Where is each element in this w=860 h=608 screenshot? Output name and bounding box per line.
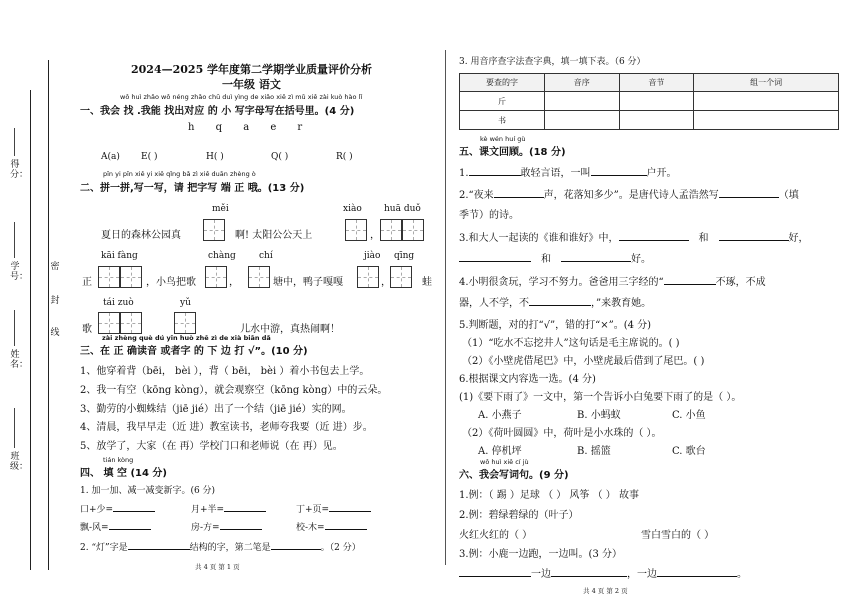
q6-line2-a: 火红火红的（ ） xyxy=(459,530,533,541)
q5-line6: 6.根据课文内容选一选。(4 分) xyxy=(459,374,596,385)
q2-box-tai[interactable] xyxy=(98,312,120,334)
q2-pinyin: pīn yi pīn xiě yi xiě qǐng bǎ zì xiě duān zhèng ò xyxy=(103,170,256,178)
field-name-line xyxy=(14,310,15,346)
q5-line6-2-opt-a: A. 停机坪 xyxy=(478,446,522,457)
q5-line6-2-opt-c: C. 歌台 xyxy=(672,446,706,457)
q4-row2-b: 房-方= xyxy=(191,520,262,533)
lookup-header-word: 组一个词 xyxy=(694,74,839,92)
lookup-header-initial: 音序 xyxy=(545,74,620,92)
q4-row1-b: 月+半= xyxy=(191,502,266,515)
q2-line3-a: 歌 xyxy=(82,324,92,335)
q2-py-jiao: jiào xyxy=(364,251,381,261)
q6-pinyin: wǒ huì xiě cí jù xyxy=(480,458,529,466)
q3-item-1: 1、他穿着背（bēi， bèi ），背（ bēi， bèi ）着小书包去上学。 xyxy=(80,366,370,377)
field-student-id-line xyxy=(14,222,15,258)
binding-mi: 密 xyxy=(50,262,60,272)
q2-line2-a: 正 xyxy=(82,277,92,288)
q2-line2-b: ，小鸟把歌 xyxy=(146,277,196,288)
q4-row1-a: 口+少= xyxy=(80,502,155,515)
lookup-table xyxy=(459,73,839,130)
field-name: 姓名： xyxy=(10,350,29,370)
q3-item-4: 4、清晨，我早早走（近 进）教室读书，老师夸我要（近 进）步。 xyxy=(80,422,373,433)
q6-line1: 1.例：（ 踢 ）足球 （ ） 风筝 （ ） 故事 xyxy=(459,490,639,501)
q2-py-qing: qīng xyxy=(394,251,415,261)
q1-letters: h q a e r xyxy=(188,122,303,133)
q3-title: 三、在 正 确读音 或者字 的 下 边 打 √”。(10 分) xyxy=(80,346,308,357)
q2-py-kaifang: kāi fàng xyxy=(101,251,138,261)
lookup-cell[interactable] xyxy=(545,111,620,130)
q4-pinyin: tián kòng xyxy=(103,456,134,464)
q2-line2-e: ， xyxy=(381,277,391,288)
q2-box-zuo[interactable] xyxy=(120,312,142,334)
q2-line2-d: 塘中，鸭子嘎嘎 xyxy=(273,277,343,288)
margin-line-left xyxy=(30,90,31,570)
q5-line5-2: （2）《小壁虎借尾巴》中，小壁虎最后借到了尾巴。( ) xyxy=(462,356,705,367)
q2-box-kai[interactable] xyxy=(98,266,120,288)
q4-row1-c: 丁+页= xyxy=(296,502,371,515)
q6-line2-b: 雪白雪白的（ ） xyxy=(641,530,715,541)
q5-line2: 2.“夜来 声，花落知多少”。是唐代诗人孟浩然写 （填 xyxy=(459,190,799,201)
footer-right: 共 4 页 第 2 页 xyxy=(583,587,628,595)
q2-box-jiao[interactable] xyxy=(357,266,379,288)
q5-line4-cont: 器，人不学，不 ，”来教育她。 xyxy=(459,298,652,309)
q2-py-xiao: xiào xyxy=(343,204,362,214)
q6-line2: 2.例：碧绿碧绿的（叶子） xyxy=(459,510,579,521)
q2-py-taizuo: tái zuò xyxy=(103,298,134,308)
q3-item-3: 3、勤劳的小蜘蛛结（jiē jié）出了一个结（jiē jié）实的网。 xyxy=(80,404,352,415)
q4-3-title: 3. 用音序查字法查字典，填一填下表。（6 分） xyxy=(459,57,646,67)
q1-item-h: H( ) xyxy=(206,152,224,162)
q2-line2-c: ， xyxy=(229,277,239,288)
q1-item-a: A(a) xyxy=(101,152,120,162)
q2-box-fang[interactable] xyxy=(120,266,142,288)
q2-box-chang[interactable] xyxy=(205,266,227,288)
q5-title: 五、课文回顾。(18 分) xyxy=(459,147,566,158)
lookup-cell[interactable] xyxy=(694,92,839,111)
q5-line1: 1. 敢轻言语，一叫 户开。 xyxy=(459,168,677,179)
q1-item-r: R( ) xyxy=(336,152,353,162)
q4-sub2: 2. “灯”字是 结构的字，第二笔是 。（2 分） xyxy=(80,540,361,553)
lookup-row-char: 斤 xyxy=(460,92,545,111)
q4-title: 四、 填 空 (14 分) xyxy=(80,468,167,479)
q4-sub1: 1. 加一加、减一减变新字。(6 分) xyxy=(80,486,216,496)
q2-box-xiao[interactable] xyxy=(345,219,367,241)
footer-left: 共 4 页 第 1 页 xyxy=(195,563,240,571)
margin-line-right xyxy=(48,60,49,570)
q2-box-qing[interactable] xyxy=(390,266,412,288)
q3-item-5: 5、放学了，大家（在 再）学校门口和老师说（在 再）见。 xyxy=(80,441,343,452)
q5-line6-2-opt-b: B. 摇篮 xyxy=(577,446,611,457)
q2-line1-a: 夏日的森林公园真 xyxy=(101,230,181,241)
lookup-header-char: 要查的字 xyxy=(460,74,545,92)
q5-line4: 4.小明很贪玩，学习不努力。爸爸用三字经的“ 不琢，不成 xyxy=(459,277,766,288)
q2-box-yu[interactable] xyxy=(174,312,196,334)
q6-title: 六、我会写词句。(9 分) xyxy=(459,470,569,481)
q2-py-chi: chí xyxy=(259,251,273,261)
q5-line6-1: (1)《要下雨了》一文中，第一个告诉小白兔要下雨了的是（ ）。 xyxy=(459,392,742,403)
q1-item-e: E( ) xyxy=(141,152,158,162)
q2-line3-b: 儿水中游，真热闹啊！ xyxy=(240,324,340,335)
q4-row2-c: 校-木= xyxy=(296,520,367,533)
q3-item-2: 2、我一有空（kōng kòng），就会观察空（kōng kòng）中的云朵。 xyxy=(80,385,388,396)
q2-py-huaduo: huā duǒ xyxy=(384,204,421,214)
q1-item-q: Q( ) xyxy=(271,152,289,162)
lookup-header-syllable: 音节 xyxy=(619,74,694,92)
q5-line3-cont: 和 好。 xyxy=(459,250,651,265)
q2-line2-f: 蛙 xyxy=(422,277,432,288)
q1-pinyin: wǒ huì zhǎo wǒ néng zhǎo chū duì yìng de xiǎo xiě zì mǔ xiě zài kuò hào lǐ xyxy=(120,93,363,101)
field-score: 得分： xyxy=(10,160,29,180)
q2-py-yu: yǔ xyxy=(180,298,191,308)
q5-line5-1: （1）“吃水不忘挖井人”这句话是毛主席说的。( ) xyxy=(462,338,680,349)
field-student-id: 学号： xyxy=(10,262,29,282)
q2-line1-c: ， xyxy=(370,230,380,241)
q2-py-chang: chàng xyxy=(208,251,236,261)
page-subtitle: 一年级 语文 xyxy=(222,78,281,91)
q5-line3: 3.和大人一起读的《谁和谁好》中， 和 好， xyxy=(459,233,809,244)
lookup-cell[interactable] xyxy=(619,92,694,111)
q5-line2-cont: 季节）的诗。 xyxy=(459,210,519,221)
field-class: 班级： xyxy=(10,452,29,472)
q5-line6-2: （2）《荷叶圆圆》中，荷叶是小水珠的（ ）。 xyxy=(462,428,662,439)
q1-title: 一、我会 找 .我能 找出对应 的 小 写字母写在括号里。(4 分) xyxy=(80,106,355,117)
page-divider xyxy=(445,50,446,565)
q5-line6-1-opt-c: C. 小鱼 xyxy=(672,410,706,421)
q5-line6-1-opt-b: B. 小蚂蚁 xyxy=(577,410,621,421)
q2-box-hua[interactable] xyxy=(380,219,402,241)
lookup-row-char: 书 xyxy=(460,111,545,130)
q4-row2-a: 飘-风= xyxy=(80,520,151,533)
field-score-line xyxy=(14,128,15,156)
lookup-cell[interactable] xyxy=(619,111,694,130)
q2-box-duo[interactable] xyxy=(402,219,424,241)
page-title: 2024—2025 学年度第二学期学业质量评价分析 xyxy=(131,63,373,76)
q2-title: 二、拼一拼,写一写，请 把字写 端 正 哦。(13 分) xyxy=(80,183,305,194)
lookup-cell[interactable] xyxy=(694,111,839,130)
binding-feng: 封 xyxy=(50,296,60,306)
q3-pinyin: zài zhèng què dú yīn huò zhě zì de xià biān dǎ xyxy=(102,334,271,342)
q2-py-mei: měi xyxy=(212,204,229,214)
q5-pinyin: kè wén huí gù xyxy=(480,135,526,143)
binding-xian: 线 xyxy=(50,328,60,338)
q5-line5: 5.判断题，对的打“√”，错的打“×”。(4 分) xyxy=(459,320,652,331)
q5-line6-1-opt-a: A. 小燕子 xyxy=(478,410,522,421)
field-class-line xyxy=(14,408,15,448)
q6-line3: 3.例：小鹿一边跑，一边叫。(3 分） xyxy=(459,549,622,560)
q6-line3-answer: 一边 ，一边 。 xyxy=(459,565,747,580)
q2-box-chi[interactable] xyxy=(248,266,270,288)
q2-box-mei[interactable] xyxy=(203,219,225,241)
q2-line1-b: 啊! 太阳公公天上 xyxy=(235,230,313,241)
lookup-cell[interactable] xyxy=(545,92,620,111)
